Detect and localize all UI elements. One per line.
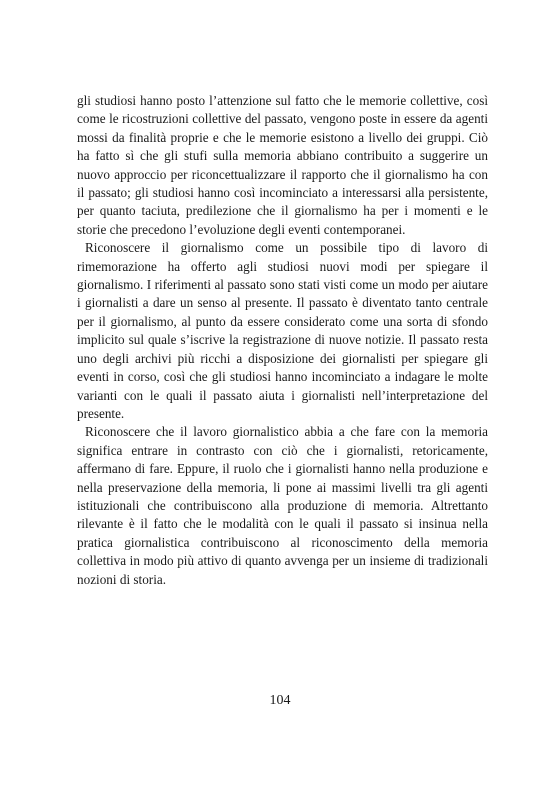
page-number: 104: [269, 693, 291, 708]
paragraph-2: Riconoscere il giornalismo come un possibile tipo di lavoro di rimemorazione ha offerto agli studiosi nuovi modi per spiegare il giornalismo. I riferimenti al passato sono stati visti come un modo per aiutare i giornalisti a dare un senso al presente. Il passato è diventato tanto centrale per il giornalismo, al punto da essere considerato come una sorta di sfondo implicito sul quale s’iscrive la registrazione di nuove notizie. Il passato resta uno degli archivi più ricchi a disposizione dei giornalisti per spiegare gli eventi in corso, così che gli studiosi hanno incominciato a indagare le molte varianti con le quali il passato aiuta i giornalisti nell’interpretazione del presente.: [77, 240, 488, 421]
body-text: [77, 92, 488, 589]
paragraph-3: Riconoscere che il lavoro giornalistico abbia a che fare con la memoria significa entrare in contrasto con ciò che i giornalisti, retoricamente, affermano di fare. Eppure, il ruolo che i giornalisti hanno nella produzione e nella preservazione della memoria, li pone ai massimi livelli tra gli agenti istituzionali che contribuiscono alla produzione di memoria. Altrettanto rilevante è il fatto che le modalità con le quali il passato si insinua nella pratica giornalistica contribuiscono al riconoscimento della memoria collettiva in modo più attivo di quanto avvenga per un insieme di tradizionali nozioni di storia.: [77, 424, 488, 587]
paragraph-1: gli studiosi hanno posto l’attenzione sul fatto che le memorie collettive, così come le ricostruzioni collettive del passato, vengono poste in essere da agenti mossi da finalità proprie e che le memorie esistono a livello dei gruppi. Ciò ha fatto sì che gli stufi sulla memoria abbiano contribuito a suggerire un nuovo approccio per riconcettualizzare il rapporto che il giornalismo ha con il passato; gli studiosi hanno così incominciato a interessarsi alla persistente, per quanto taciuta, predilezione che il giornalismo ha per i momenti e le storie che precedono l’evoluzione degli eventi contemporanei.: [77, 93, 488, 237]
